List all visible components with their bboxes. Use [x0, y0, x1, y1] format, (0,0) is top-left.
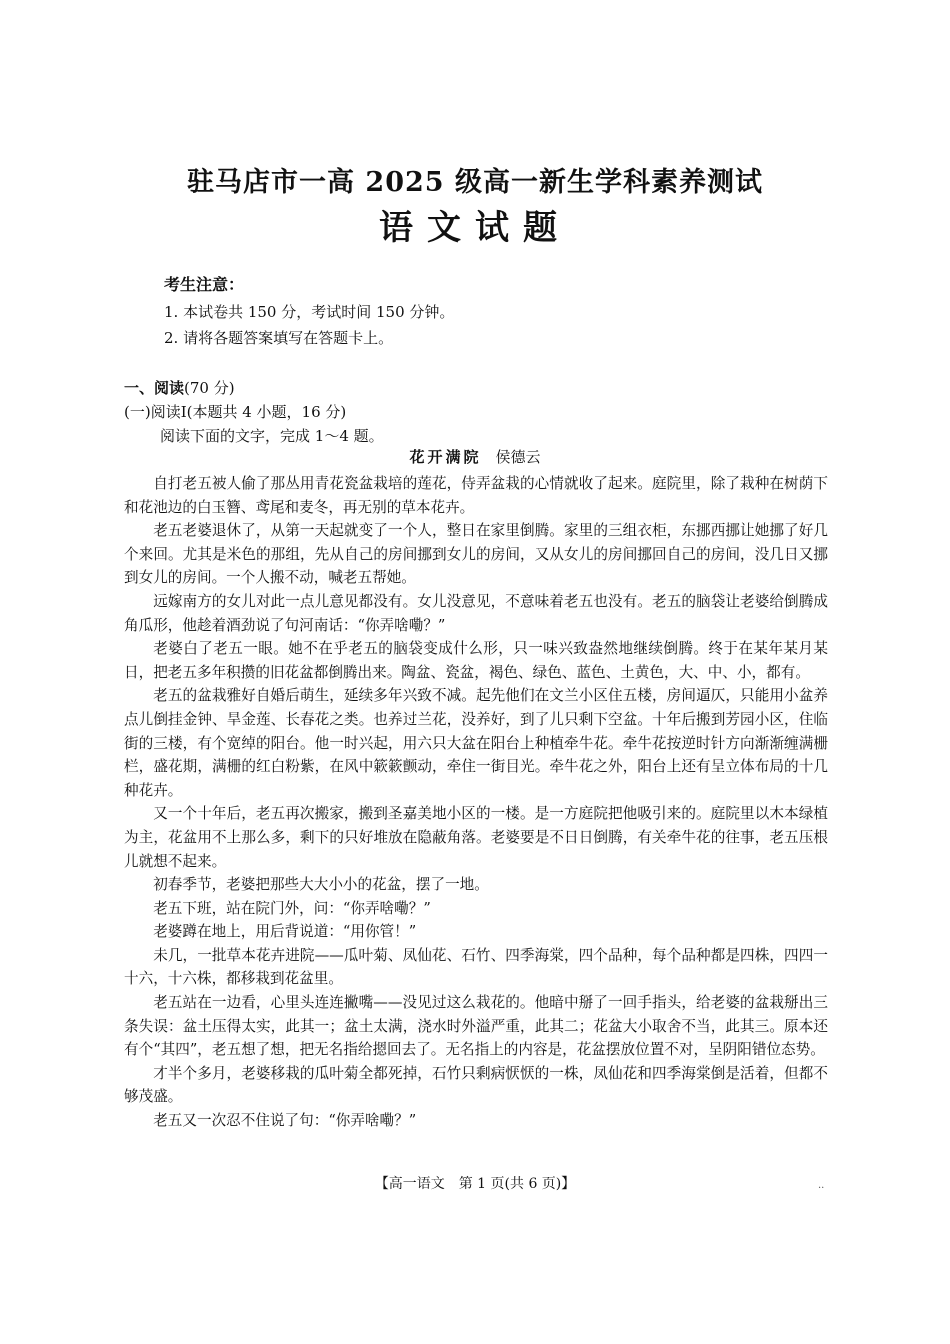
paragraph: 老五老婆退休了，从第一天起就变了一个人，整日在家里倒腾。家里的三组衣柜，东挪西挪让她挪了好几个来回。尤其是米色的那组，先从自己的房间挪到女儿的房间，又从女儿的房间挪回自己的房间，没几日又挪到女儿的房间。一个人搬不动，喊老五帮她。 — [124, 522, 828, 587]
section-heading-label: 一、阅读 — [124, 379, 185, 397]
paragraph: 老婆白了老五一眼。她不在乎老五的脑袋变成什么形，只一味兴致盎然地继续倒腾。终于在某年某月某日，把老五多年积攒的旧花盆都倒腾出来。陶盆、瓷盆，褐色、绿色、蓝色、土黄色，大、中、小，都有。 — [124, 640, 828, 681]
paragraph: 老五站在一边看，心里头连连撇嘴——没见过这么栽花的。他暗中掰了一回手指头，给老婆的盆栽掰出三条失误：盆土压得太实，此其一；盆土太满，浇水时外溢严重，此其二；花盆大小取舍不当，此其三。原本还有个“其四”，老五想了想，把无名指给摁回去了。无名指上的内容是，花盆摆放位置不对，呈阴阳错位态势。 — [124, 994, 828, 1059]
notice-heading: 考生注意： — [164, 275, 245, 294]
article-body — [124, 472, 828, 1133]
paragraph: 又一个十年后，老五再次搬家，搬到圣嘉美地小区的一楼。是一方庭院把他吸引来的。庭院里以木本绿植为主，花盆用不上那么多，剩下的只好堆放在隐蔽角落。老婆要是不日日倒腾，有关牵牛花的往事，老五压根儿就想不起来。 — [124, 805, 828, 870]
paragraph: 老五下班，站在院门外，问：“你弄啥嘞？” — [153, 899, 431, 917]
paragraph: 老婆蹲在地上，用后背说道：“用你管！” — [153, 923, 417, 941]
paragraph: 自打老五被人偷了那丛用青花瓷盆栽培的莲花，侍弄盆栽的心情就收了起来。庭院里，除了栽种在树荫下和花池边的白玉簪、鸢尾和麦冬，再无别的草本花卉。 — [124, 475, 828, 516]
paragraph: 才半个多月，老婆移栽的瓜叶菊全都死掉，石竹只剩病恹恹的一株，凤仙花和四季海棠倒是活着，但都不够茂盛。 — [124, 1064, 828, 1106]
notice-item-2: 2. 请将各题答案填写在答题卡上。 — [164, 329, 394, 347]
subject-title: 语文试题 — [379, 208, 571, 248]
paragraph: 老五又一次忍不住说了句：“你弄啥嘞？” — [153, 1112, 417, 1130]
paragraph: 远嫁南方的女儿对此一点儿意见都没有。女儿没意见，不意味着老五也没有。老五的脑袋让老婆给倒腾成角瓜形，他趁着酒劲说了句河南话：“你弄啥嘞？” — [124, 592, 828, 634]
paragraph: 未几，一批草本花卉进院——瓜叶菊、凤仙花、石竹、四季海棠，四个品种，每个品种都是四株，四四一十六，十六株，都移栽到花盆里。 — [124, 946, 828, 988]
section-score: (70 分) — [184, 379, 235, 397]
article-author: 侯德云 — [495, 448, 541, 466]
paragraph: 初春季节，老婆把那些大大小小的花盆，摆了一地。 — [153, 876, 489, 894]
article-header — [0, 446, 950, 467]
paragraph: 老五的盆栽雅好自婚后萌生，延续多年兴致不减。起先他们在文兰小区住五楼，房间逼仄，只能用小盆养点儿倒挂金钟、旱金莲、长春花之类。也养过兰花，没养好，到了儿只剩下空盆。十年后搬到芳园小区，住临街的三楼，有个宽绰的阳台。他一时兴起，用六只大盆在阳台上种植牵牛花。牵牛花按逆时针方向渐渐缠满栅栏，盛花期，满栅的红白粉紫，在风中簌簌颤动，牵住一街目光。牵牛花之外，阳台上还有呈立体布局的十几种花卉。 — [124, 687, 828, 799]
sub-section-heading: (一)阅读Ⅰ(本题共 4 小题，16 分) — [124, 403, 347, 421]
footer-mark: .. — [818, 1180, 825, 1191]
section-heading — [124, 377, 235, 398]
notice-item-1: 1. 本试卷共 150 分，考试时间 150 分钟。 — [164, 303, 455, 321]
exam-title: 驻马店市一高 2025 级高一新生学科素养测试 — [187, 167, 763, 198]
reading-instruction: 阅读下面的文字，完成 1～4 题。 — [160, 427, 384, 445]
page-footer: 【高一语文 第 1 页(共 6 页)】 — [374, 1176, 576, 1192]
article-title: 花开满院 — [409, 448, 482, 466]
